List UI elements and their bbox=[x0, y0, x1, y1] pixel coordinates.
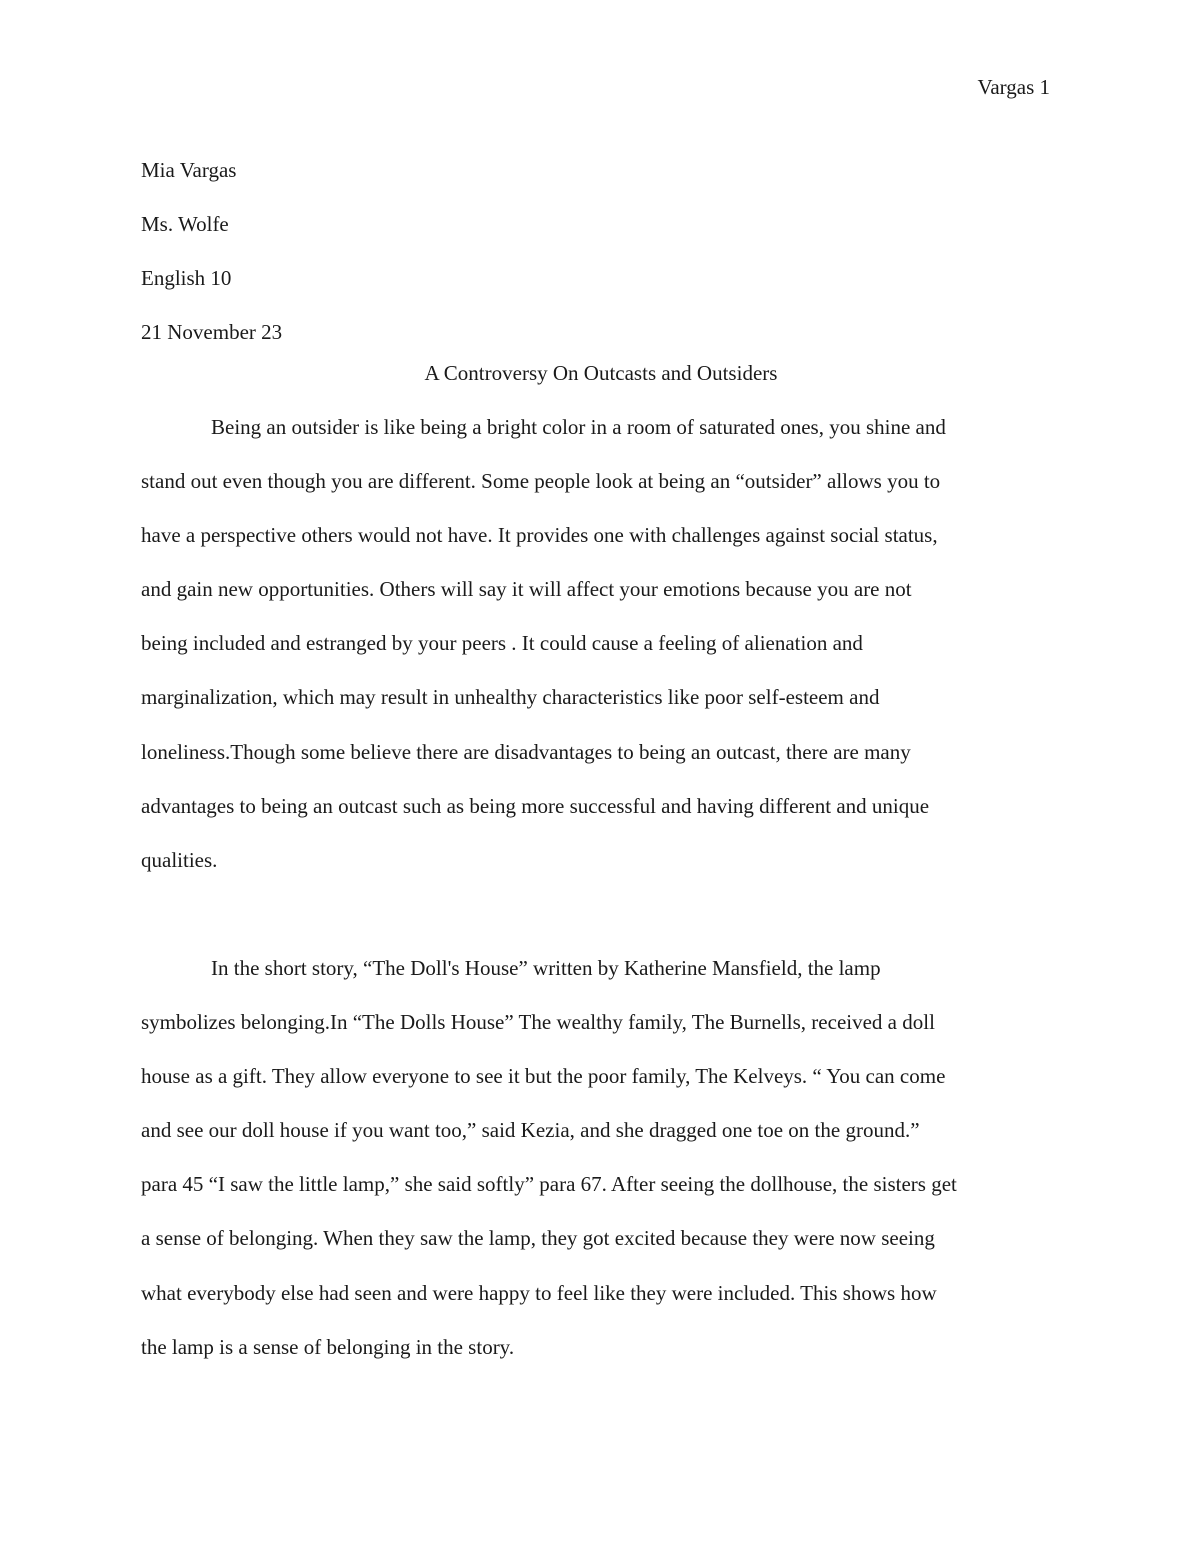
running-header: Vargas 1 bbox=[977, 75, 1050, 99]
paragraph-line: advantages to being an outcast such as being more successful and having different and unique bbox=[141, 793, 930, 818]
date-line: 21 November 23 bbox=[141, 320, 283, 344]
paragraph-line: the lamp is a sense of belonging in the story. bbox=[141, 1334, 515, 1359]
paragraph-line: loneliness.Though some believe there are disadvantages to being an outcast, there are many bbox=[141, 739, 911, 764]
student-name: Mia Vargas bbox=[141, 158, 237, 182]
paragraph-line: symbolizes belonging.In “The Dolls House” The wealthy family, The Burnells, received a doll bbox=[141, 1010, 935, 1035]
paragraph-intro bbox=[141, 413, 1061, 900]
essay-title: A Controversy On Outcasts and Outsiders bbox=[424, 361, 778, 385]
course-name: English 10 bbox=[141, 266, 232, 290]
mla-heading bbox=[141, 143, 1061, 359]
paragraph-line: para 45 “I saw the little lamp,” she said softly” para 67. After seeing the dollhouse, the sisters get bbox=[141, 1172, 957, 1197]
paragraph-line: qualities. bbox=[141, 847, 218, 872]
teacher-name: Ms. Wolfe bbox=[141, 212, 229, 236]
paragraph-line: a sense of belonging. When they saw the lamp, they got excited because they were now seeing bbox=[141, 1226, 935, 1251]
paragraph-line: being included and estranged by your peers . It could cause a feeling of alienation and bbox=[141, 631, 863, 656]
paragraph-line: what everybody else had seen and were happy to feel like they were included. This shows how bbox=[141, 1280, 937, 1305]
paragraph-body bbox=[141, 954, 1061, 1387]
paragraph-line: house as a gift. They allow everyone to see it but the poor family, The Kelveys. “ You can come bbox=[141, 1064, 946, 1089]
paragraph-line: In the short story, “The Doll's House” written by Katherine Mansfield, the lamp bbox=[211, 956, 881, 980]
paragraph-line: and see our doll house if you want too,” said Kezia, and she dragged one toe on the ground.” bbox=[141, 1118, 920, 1143]
paragraph-line: and gain new opportunities. Others will say it will affect your emotions because you are not bbox=[141, 577, 912, 602]
paragraph-line: stand out even though you are different. Some people look at being an “outsider” allows you to bbox=[141, 469, 941, 494]
paragraph-line: Being an outsider is like being a bright color in a room of saturated ones, you shine and bbox=[211, 415, 946, 439]
paragraph-line: marginalization, which may result in unhealthy characteristics like poor self-esteem and bbox=[141, 685, 880, 710]
paragraph-line: have a perspective others would not have. It provides one with challenges against social status, bbox=[141, 523, 938, 548]
